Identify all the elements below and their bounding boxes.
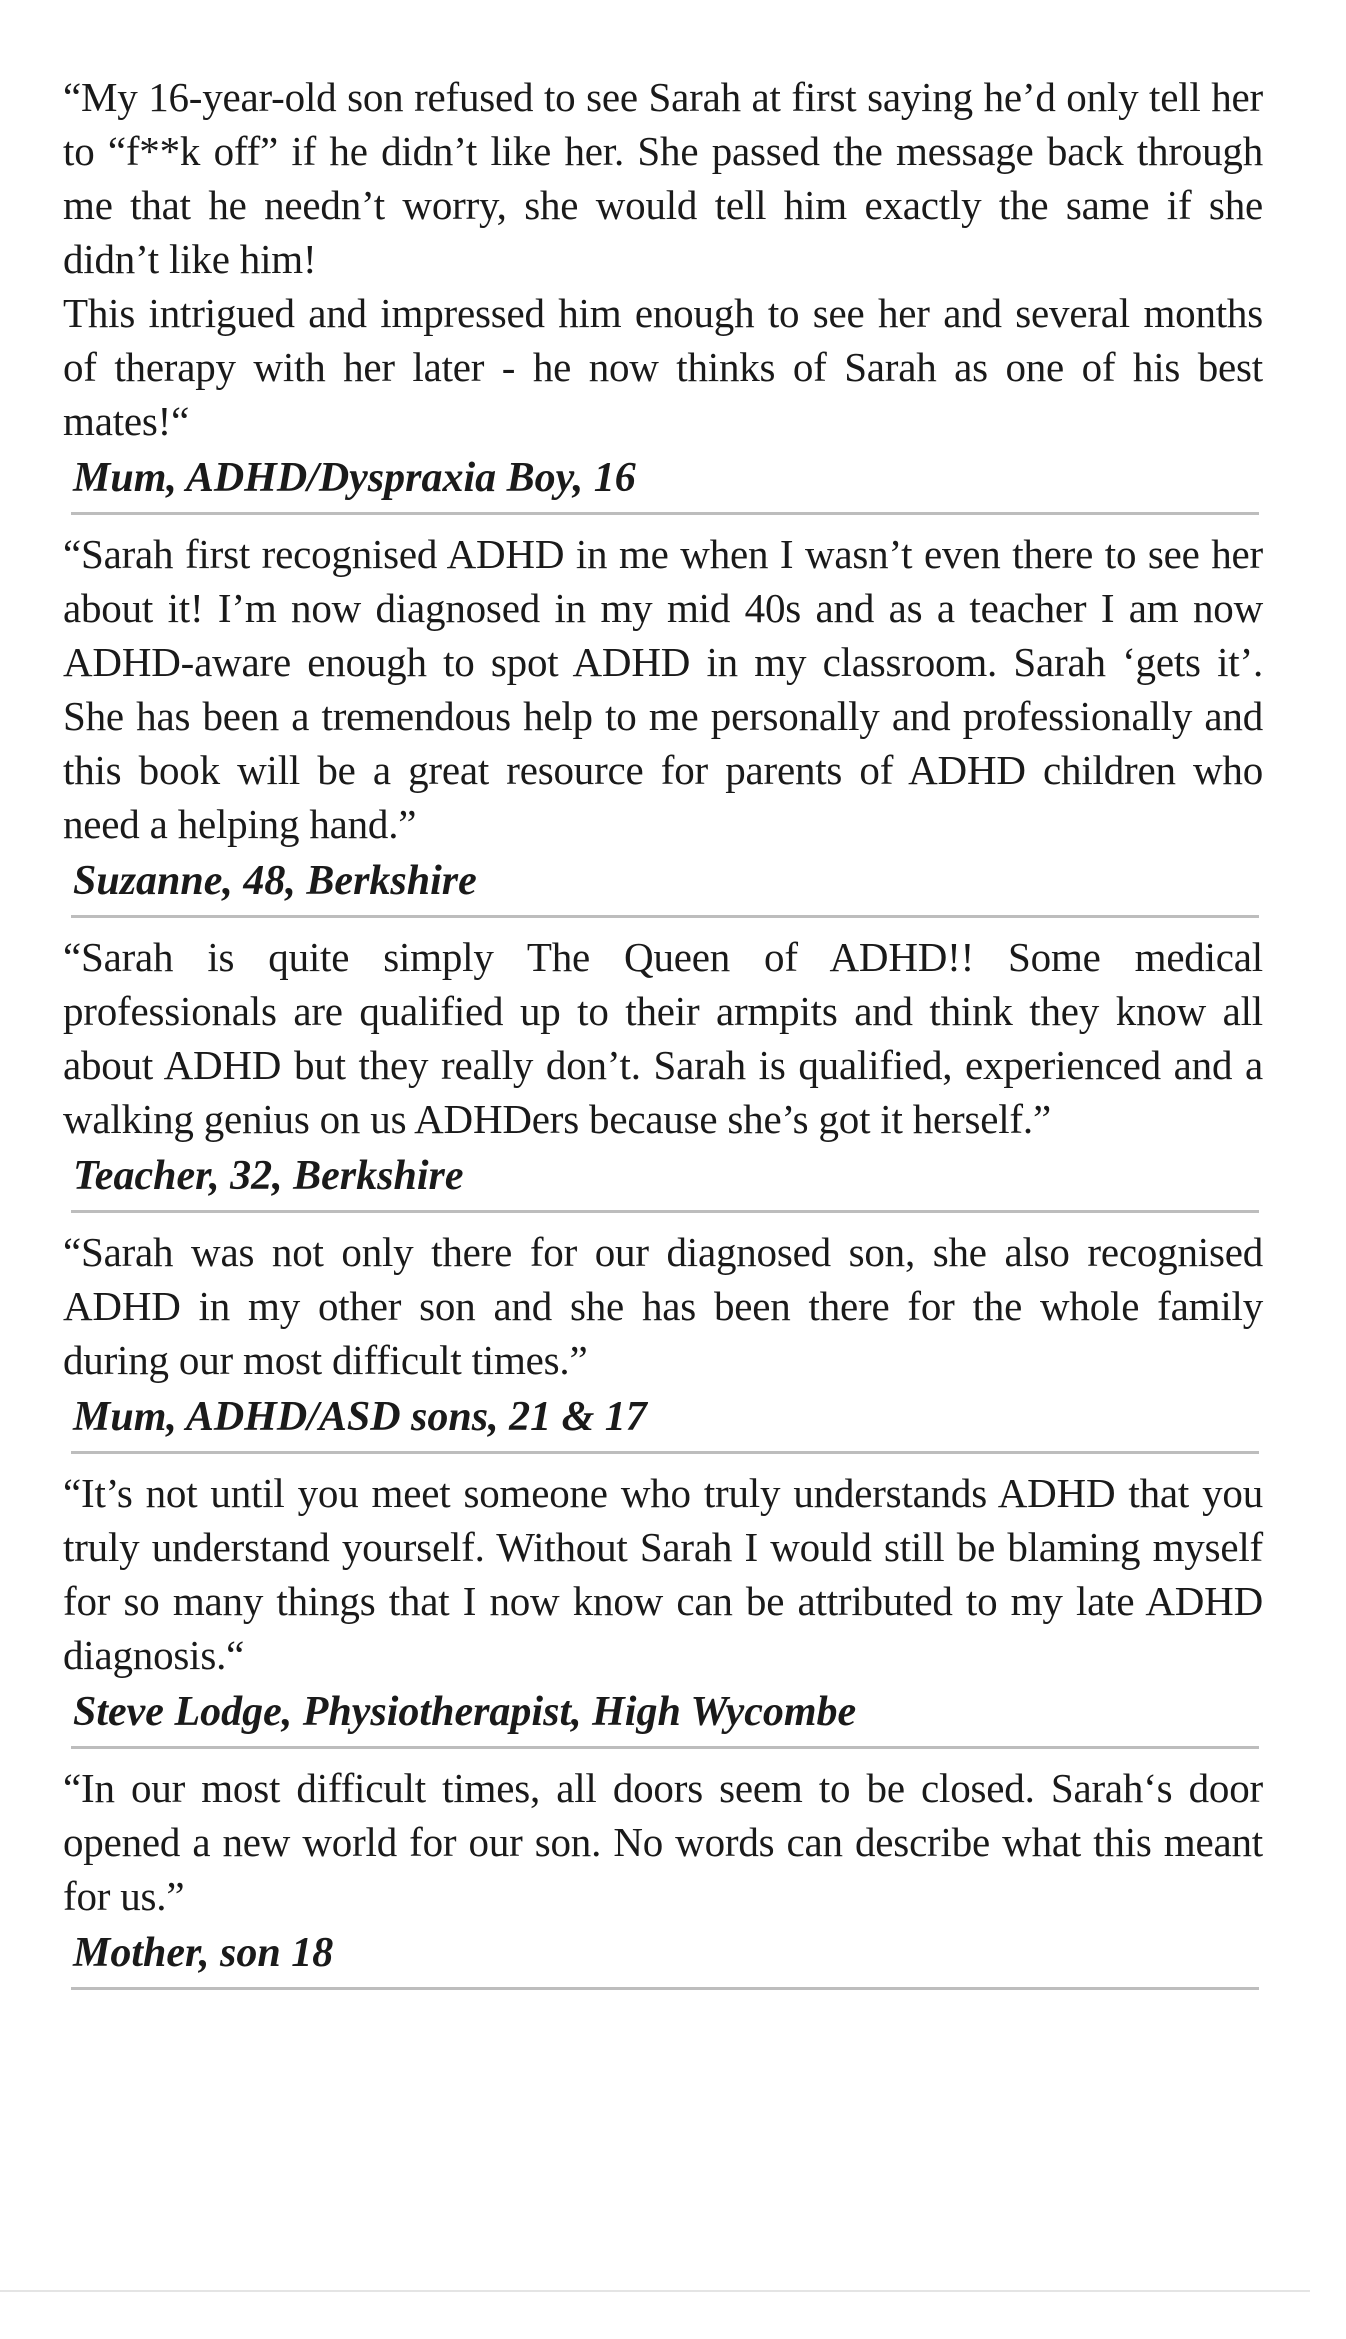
testimonial-quote: “Sarah first recognised ADHD in me when I wasn’t even there to see her about it! I’m now diagnosed in my mid 40s and as a teacher I am now ADHD-aware enough to spot ADHD in my classroom. Sarah ‘gets it’. She has been a tremendous help to me personally and professionally and this book will be a great resource for parents of ADHD children who need a helping hand.” [63,531,1263,847]
divider [71,512,1259,515]
testimonial-quote: “Sarah was not only there for our diagnosed son, she also recognised ADHD in my other son and she has been there for the whole family during our most difficult times.” [63,1229,1263,1383]
testimonial [63,70,1263,515]
testimonial-attribution: Teacher, 32, Berkshire [73,1153,464,1199]
divider [71,1210,1259,1213]
testimonial-attribution: Steve Lodge, Physiotherapist, High Wycombe [73,1689,857,1735]
testimonial-quote: “It’s not until you meet someone who truly understands ADHD that you truly understand yourself. Without Sarah I would still be blaming myself for so many things that I now know can be attributed to my late ADHD diagnosis.“ [63,1470,1263,1678]
divider [71,1451,1259,1454]
testimonial-quote: “My 16-year-old son refused to see Sarah at first saying he’d only tell her to “f**k off” if he didn’t like her. She passed the message back through me that he needn’t worry, she would tell him exactly the same if she didn’t like him! [63,74,1263,282]
testimonial-quote: “Sarah is quite simply The Queen of ADHD!! Some medical professionals are qualified up to their armpits and think they know all about ADHD but they really don’t. Sarah is qualified, experienced and a walking genius on us ADHDers because she’s got it herself.” [63,934,1263,1142]
testimonial-attribution: Mum, ADHD/ASD sons, 21 & 17 [73,1394,647,1440]
testimonial [63,930,1263,1213]
testimonial-attribution: Mother, son 18 [73,1930,334,1976]
testimonial-attribution: Mum, ADHD/Dyspraxia Boy, 16 [73,455,636,501]
testimonial [63,527,1263,918]
testimonials-page [63,70,1263,2002]
testimonial-quote: This intrigued and impressed him enough to see her and several months of therapy with her later - he now thinks of Sarah as one of his best mates!“ [63,290,1263,444]
divider [71,1987,1259,1990]
testimonial [63,1761,1263,1990]
divider [71,1746,1259,1749]
testimonial-quote: “In our most difficult times, all doors seem to be closed. Sarah‘s door opened a new world for our son. No words can describe what this meant for us.” [63,1765,1263,1919]
testimonial [63,1225,1263,1454]
testimonial [63,1466,1263,1749]
divider [71,915,1259,918]
page-bottom-rule [0,2290,1310,2292]
testimonial-attribution: Suzanne, 48, Berkshire [73,858,477,904]
